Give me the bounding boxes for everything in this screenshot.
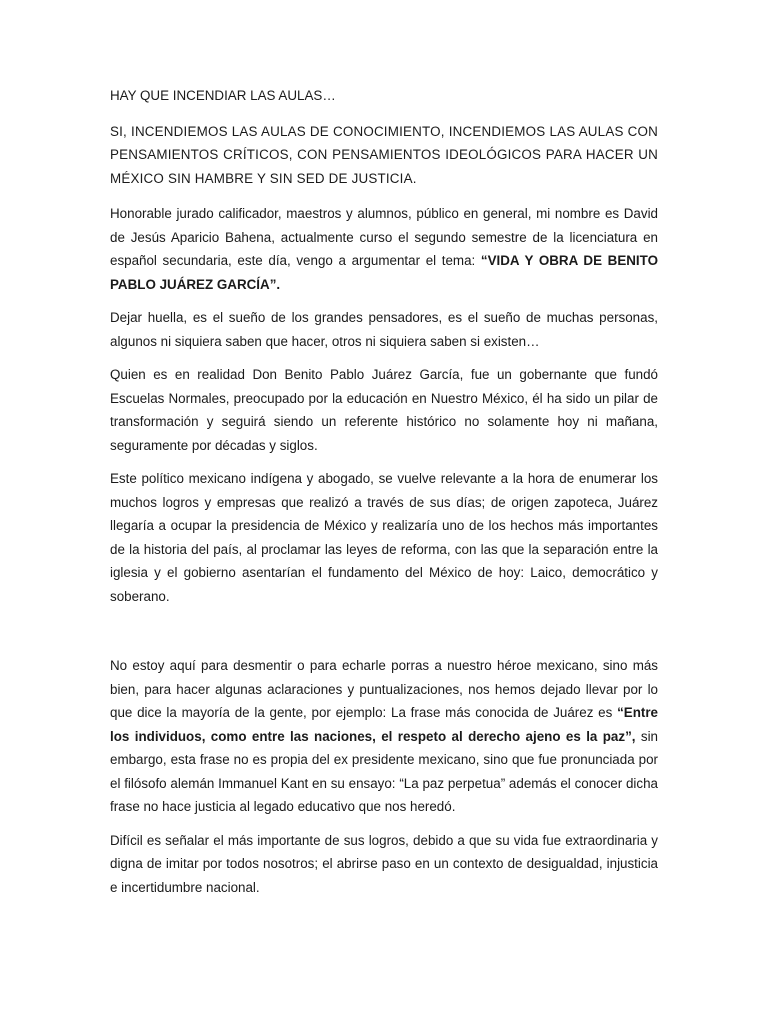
paragraph: Difícil es señalar el más importante de sus logros, debido a que su vida fue extraordinaria y digna de imitar por todos nosotros; el abrirse paso en un contexto de desigualdad, injusticia e incertidumbre nacional.: [110, 832, 658, 895]
famous-quote: “Entre los individuos, como entre las naciones, el respeto al derecho ajeno es la paz”,: [110, 705, 658, 744]
paragraph-quote: [110, 654, 658, 819]
paragraph: Este político mexicano indígena y abogado, se vuelve relevante a la hora de enumerar los muchos logros y empresas que realizó a través de sus días; de origen zapoteca, Juárez llegaría a ocupar la presidencia de México y realizaría uno de los hechos más importantes de la historia del país, al proclamar las leyes de reforma, con las que la separación entre la iglesia y el gobierno asentarían el fundamento del México de hoy: Laico, democrático y soberano.: [110, 471, 658, 604]
document-heading: SI, INCENDIEMOS LAS AULAS DE CONOCIMIENTO, INCENDIEMOS LAS AULAS CON PENSAMIENTOS CRÍTICOS, CON PENSAMIENTOS IDEOLÓGICOS PARA HACER UN MÉXICO SIN HAMBRE Y SIN SED DE JUSTICIA.: [110, 123, 658, 186]
paragraph: Quien es en realidad Don Benito Pablo Juárez García, fue un gobernante que fundó Escuelas Normales, preocupado por la educación en Nuestro México, él ha sido un pilar de transformación y seguirá siendo un referente histórico no solamente hoy ni mañana, seguramente por décadas y siglos.: [110, 367, 658, 453]
paragraph-text: No estoy aquí para desmentir o para echarle porras a nuestro héroe mexicano, sino más bien, para hacer algunas aclaraciones y puntualizaciones, nos hemos dejado llevar por lo que dice la mayoría de la gente, por ejemplo: La frase más conocida de Juárez es: [110, 658, 658, 720]
paragraph-text: sin embargo, esta frase no es propia del ex presidente mexicano, sino que fue pronunciada por el filósofo alemán Immanuel Kant en su ensayo: “La paz perpetua” además el conocer dicha frase no hace justicia al legado educativo que nos heredó.: [110, 728, 659, 814]
paragraph: Dejar huella, es el sueño de los grandes pensadores, es el sueño de muchas personas, algunos ni siquiera saben que hacer, otros ni siquiera saben si existen…: [110, 310, 658, 349]
blank-space: [110, 618, 658, 654]
document-page: [110, 84, 658, 909]
document-title: HAY QUE INCENDIAR LAS AULAS…: [110, 88, 336, 103]
topic-title: “VIDA Y OBRA DE BENITO PABLO JUÁREZ GARCÍA”.: [110, 253, 658, 292]
paragraph-introduction: [110, 202, 658, 296]
paragraph-text: Honorable jurado calificador, maestros y alumnos, público en general, mi nombre es David de Jesús Aparicio Bahena, actualmente curso el segundo semestre de la licenciatura en español secundaria, este día, vengo a argumentar el tema:: [110, 206, 658, 268]
